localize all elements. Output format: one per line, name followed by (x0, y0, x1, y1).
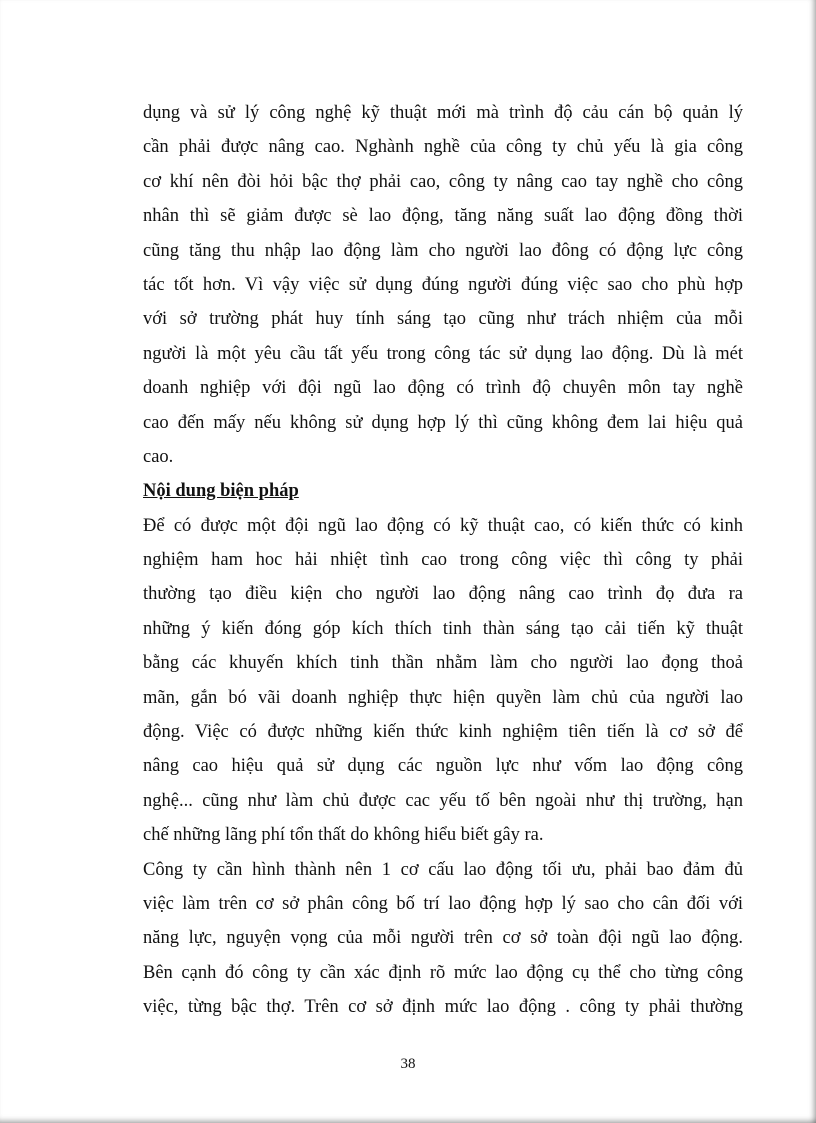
text-line: động. Việc có được những kiến thức kinh nghiệm tiên tiến là cơ sở để (143, 722, 743, 743)
text-line: năng lực, nguyện vọng của mỗi người trên cơ sở toàn đội ngũ lao động. (143, 928, 743, 949)
text-line: Để có được một đội ngũ lao động có kỹ thuật cao, có kiến thức có kinh (143, 515, 743, 536)
text-line: với sở trường phát huy tính sáng tạo cũng như trách nhiệm của mỗi (143, 309, 743, 330)
page-content (143, 96, 743, 1025)
text-line: nghệ... cũng như làm chủ được cac yếu tố bên ngoài như thị trường, hạn (143, 790, 743, 811)
text-line: cần phải được nâng cao. Nghành nghề của công ty chủ yếu là gia công (143, 137, 743, 158)
text-line: cao đến mấy nếu không sử dụng hợp lý thì cũng không đem lai hiệu quả (143, 412, 743, 433)
text-line: thường tạo điều kiện cho người lao động nâng cao trình đọ đưa ra (143, 584, 743, 605)
text-line: nhân thì sẽ giảm được sè lao động, tăng năng suất lao động đồng thời (143, 206, 743, 227)
text-line: người là một yêu cầu tất yếu trong công tác sử dụng lao động. Dù là mét (143, 343, 743, 364)
text-line: những ý kiến đóng góp kích thích tinh thàn sáng tạo cải tiến kỹ thuật (143, 618, 743, 639)
text-line: nghiệm ham hoc hải nhiệt tình cao trong công việc thì công ty phải (143, 550, 743, 571)
text-line: doanh nghiệp với đội ngũ lao động có trình độ chuyên môn tay nghề (143, 378, 743, 399)
text-line: cao. (143, 446, 174, 467)
text-line: bằng các khuyến khích tinh thần nhằm làm cho người lao đọng thoả (143, 653, 743, 674)
text-line: việc, từng bậc thợ. Trên cơ sở định mức lao động . công ty phải thường (143, 997, 743, 1018)
text-line: tác tốt hơn. Vì vậy việc sử dụng đúng người đúng việc sao cho phù hợp (143, 274, 743, 295)
text-line: việc làm trên cơ sở phân công bố trí lao động hợp lý sao cho cân đối với (143, 893, 743, 914)
text-line: nâng cao hiệu quả sử dụng các nguồn lực như vốm lao động công (143, 756, 743, 777)
text-line: chế những lãng phí tổn thất do không hiểu biết gây ra. (143, 825, 544, 846)
section-heading: Nội dung biện pháp (143, 481, 299, 502)
text-line: cơ khí nên đòi hỏi bậc thợ phải cao, công ty nâng cao tay nghề cho công (143, 171, 743, 192)
text-line: dụng và sử lý công nghệ kỹ thuật mới mà trình độ cảu cán bộ quản lý (143, 103, 743, 123)
page-number: 38 (400, 1056, 416, 1072)
text-line: cũng tăng thu nhập lao động làm cho người lao đông có động lực công (143, 240, 743, 261)
text-line: Công ty cần hình thành nên 1 cơ cấu lao động tối ưu, phải bao đảm đủ (143, 859, 743, 880)
text-line: mãn, gắn bó vãi doanh nghiệp thực hiện quyền làm chủ của người lao (143, 687, 743, 708)
paragraph-1 (143, 96, 743, 474)
paragraph-3 (143, 853, 743, 1025)
paragraph-2 (143, 509, 743, 853)
text-line: Bên cạnh đó công ty cần xác định rõ mức lao động cụ thể cho từng công (143, 962, 743, 983)
